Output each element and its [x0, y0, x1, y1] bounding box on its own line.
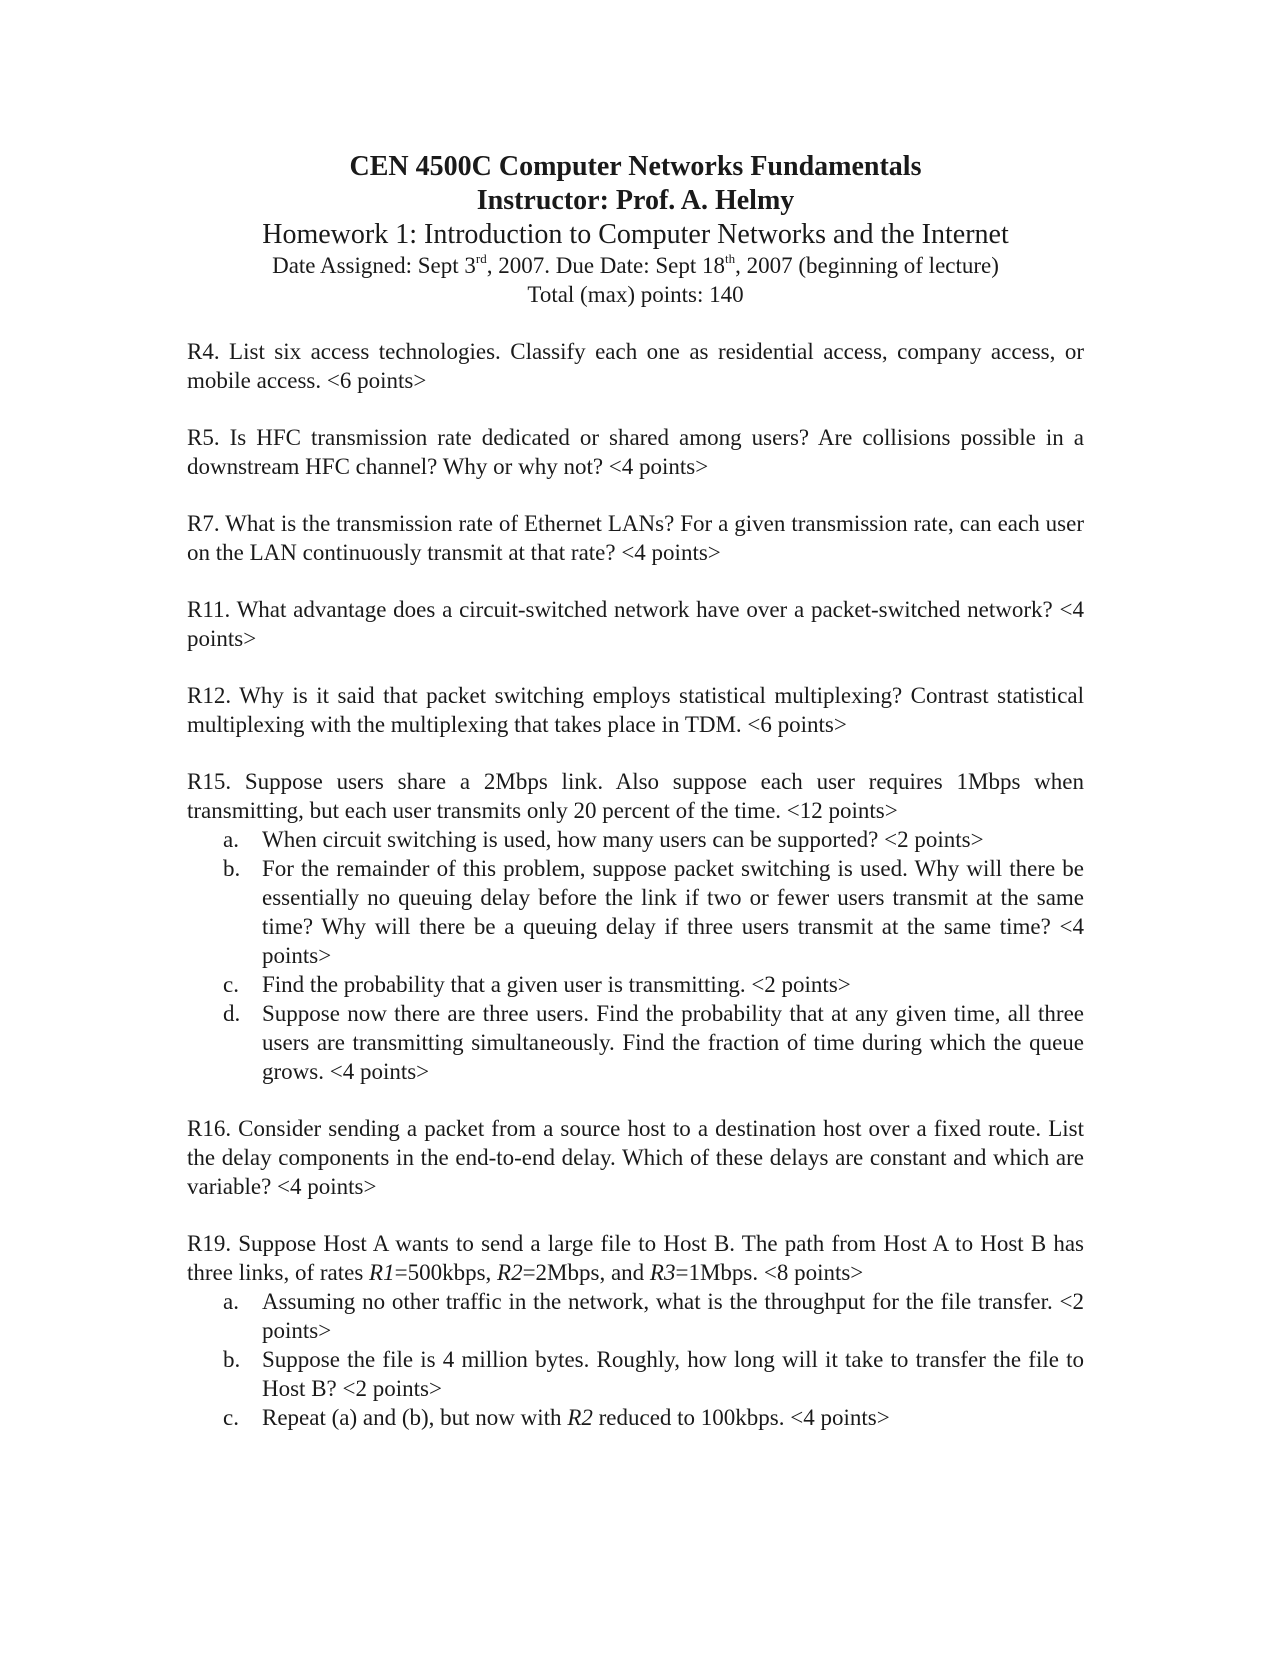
- dates-line: [187, 252, 1084, 280]
- list-marker: b.: [223, 1347, 241, 1372]
- homework-title: Homework 1: Introduction to Computer Networks and the Internet: [262, 219, 1009, 250]
- total-points: Total (max) points: 140: [527, 282, 744, 307]
- r1-variable: R1: [369, 1260, 395, 1285]
- r2-variable: R2: [497, 1260, 523, 1285]
- list-marker: b.: [223, 856, 241, 881]
- list-item-text: When circuit switching is used, how many users can be supported? <2 points>: [262, 827, 984, 852]
- question-r7: R7. What is the transmission rate of Ethernet LANs? For a given transmission rate, can each user on the LAN continuously transmit at that rate? <4 points>: [187, 511, 1084, 565]
- list-item-text: [262, 1405, 890, 1430]
- r1-value: =500kbps,: [394, 1260, 498, 1285]
- question-r12: R12. Why is it said that packet switching employs statistical multiplexing? Contrast statistical multiplexing with the multiplexing that takes place in TDM. <6 points>: [187, 683, 1084, 737]
- item-c-text-end: reduced to 100kbps. <4 points>: [592, 1405, 890, 1430]
- list-item-text: For the remainder of this problem, suppose packet switching is used. Why will there be essentially no queuing delay before the link if two or fewer users transmit at the same time? Why will there be a queuing delay if three users transmit at the same time? <4 points>: [262, 856, 1084, 968]
- course-title: CEN 4500C Computer Networks Fundamentals: [349, 151, 922, 182]
- list-marker: c.: [223, 1405, 239, 1430]
- question-r15: R15. Suppose users share a 2Mbps link. Also suppose each user requires 1Mbps when transmitting, but each user transmits only 20 percent of the time. <12 points>: [187, 769, 1084, 823]
- list-item-text: Suppose the file is 4 million bytes. Roughly, how long will it take to transfer the file to Host B? <2 points>: [262, 1347, 1084, 1401]
- question-r15-item-c: [187, 970, 1084, 999]
- date-assigned-text: Date Assigned: Sept 3: [272, 253, 476, 278]
- question-r11: R11. What advantage does a circuit-switched network have over a packet-switched network? <4 points>: [187, 597, 1084, 651]
- due-date-note: , 2007 (beginning of lecture): [735, 253, 999, 278]
- question-r19: [187, 1229, 1084, 1287]
- question-r16: R16. Consider sending a packet from a source host to a destination host over a fixed route. List the delay components in the end-to-end delay. Which of these delays are constant and which are variable? <4 points>: [187, 1116, 1084, 1199]
- ordinal-suffix-th: th: [725, 251, 736, 266]
- question-r19-item-c: [187, 1403, 1084, 1432]
- question-r15-item-a: [187, 825, 1084, 854]
- homework-page: [187, 150, 1084, 1432]
- list-item-text: Assuming no other traffic in the network, what is the throughput for the file transfer. <2 points>: [262, 1289, 1084, 1343]
- list-item-text: Find the probability that a given user is transmitting. <2 points>: [262, 972, 851, 997]
- list-marker: a.: [223, 827, 239, 852]
- list-item-text: Suppose now there are three users. Find the probability that at any given time, all three users are transmitting simultaneously. Find the fraction of time during which the queue grows. <4 points>: [262, 1001, 1084, 1084]
- due-date-text: , 2007. Due Date: Sept 18: [486, 253, 725, 278]
- question-r19-item-b: [187, 1345, 1084, 1403]
- ordinal-suffix-rd: rd: [475, 251, 487, 266]
- instructor-line: Instructor: Prof. A. Helmy: [476, 185, 795, 216]
- list-marker: d.: [223, 1001, 241, 1026]
- question-r15-item-d: [187, 999, 1084, 1086]
- question-r19-item-a: [187, 1287, 1084, 1345]
- r2-value: =2Mbps, and: [522, 1260, 650, 1285]
- r3-value: =1Mbps. <8 points>: [675, 1260, 864, 1285]
- r2-variable: R2: [567, 1405, 593, 1430]
- r3-variable: R3: [649, 1260, 676, 1285]
- question-r4: R4. List six access technologies. Classify each one as residential access, company access, or mobile access. <6 points>: [187, 339, 1084, 393]
- r19-text-start: R19. Suppose Host A wants to send a large file to Host B. The path from Host A to Host B has three links, of rates: [187, 1231, 1084, 1285]
- question-r15-item-b: [187, 854, 1084, 970]
- item-c-text-start: Repeat (a) and (b), but now with: [262, 1405, 568, 1430]
- list-marker: c.: [223, 972, 239, 997]
- list-marker: a.: [223, 1289, 239, 1314]
- question-r5: R5. Is HFC transmission rate dedicated or shared among users? Are collisions possible in a downstream HFC channel? Why or why not? <4 points>: [187, 425, 1084, 479]
